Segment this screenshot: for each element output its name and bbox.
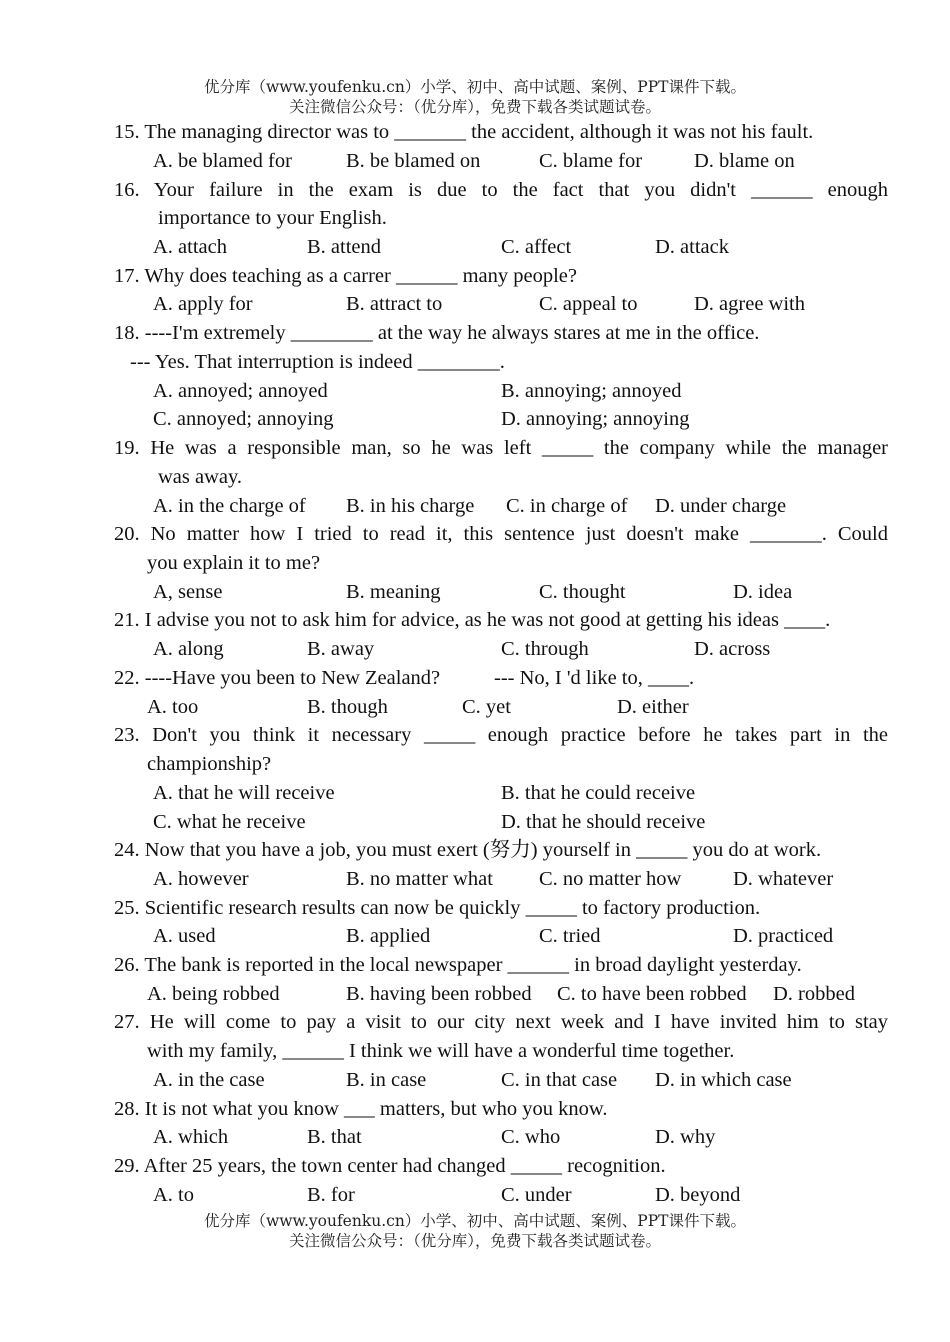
question-29-option-b: B. for [307, 1184, 355, 1206]
question-23-option-b: B. that he could receive [501, 782, 696, 804]
question-28-option-a: A. which [153, 1126, 229, 1148]
question-21-option-d: D. across [694, 638, 771, 660]
question-19-stem-cont: was away. [158, 466, 243, 488]
question-19-option-a: A. in the charge of [153, 495, 306, 517]
page-header [0, 77, 950, 117]
question-18-stem: 18. ----I'm extremely ________ at the way he always stares at me in the office. [114, 322, 760, 344]
question-22-option-c: C. yet [462, 696, 511, 718]
question-22-stem: 22. ----Have you been to New Zealand? [114, 667, 441, 689]
footer-line-2: 关注微信公众号：（优分库），免费下载各类试题试卷。 [288, 1232, 661, 1250]
question-28-stem: 28. It is not what you know ___ matters, but who you know. [114, 1098, 608, 1120]
header-line-2: 关注微信公众号：（优分库），免费下载各类试题试卷。 [288, 98, 661, 116]
question-17-option-d: D. agree with [694, 293, 805, 315]
question-20-option-b: B. meaning [346, 581, 441, 603]
question-23-option-a: A. that he will receive [153, 782, 335, 804]
question-23-option-c: C. what he receive [153, 811, 306, 833]
question-24-option-b: B. no matter what [346, 868, 493, 890]
question-18-option-d: D. annoying; annoying [501, 408, 690, 430]
question-20-stem-cont: you explain it to me? [147, 552, 321, 574]
question-22-reply: --- No, I 'd like to, ____. [494, 667, 695, 689]
question-22-option-d: D. either [617, 696, 689, 718]
question-21-option-b: B. away [307, 638, 375, 660]
question-25-stem: 25. Scientific research results can now be quickly _____ to factory production. [114, 897, 761, 919]
question-17-option-b: B. attract to [346, 293, 443, 315]
question-20-option-a: A, sense [153, 581, 223, 603]
question-24-option-d: D. whatever [733, 868, 834, 890]
question-17-stem: 17. Why does teaching as a carrer ______ many people? [114, 265, 577, 287]
question-19-option-d: D. under charge [655, 495, 787, 517]
question-20-option-c: C. thought [539, 581, 626, 603]
question-19-option-c: C. in charge of [506, 495, 628, 517]
question-29-stem: 29. After 25 years, the town center had changed _____ recognition. [114, 1155, 666, 1177]
question-22-option-a: A. too [147, 696, 199, 718]
question-16-option-a: A. attach [153, 236, 227, 258]
question-26-option-d: D. robbed [773, 983, 855, 1005]
question-25-option-c: C. tried [539, 925, 601, 947]
question-27-option-c: C. in that case [501, 1069, 618, 1091]
question-17-option-c: C. appeal to [539, 293, 638, 315]
question-27-option-b: B. in case [346, 1069, 427, 1091]
question-23-option-d: D. that he should receive [501, 811, 706, 833]
question-18-option-b: B. annoying; annoyed [501, 380, 682, 402]
question-15-option-a: A. be blamed for [153, 150, 292, 172]
question-29-option-d: D. beyond [655, 1184, 741, 1206]
question-15-option-b: B. be blamed on [346, 150, 481, 172]
question-18-option-c: C. annoyed; annoying [153, 408, 334, 430]
question-28-option-b: B. that [307, 1126, 362, 1148]
question-27-stem: 27. He will come to pay a visit to our city next week and I have invited him to stay [114, 1011, 888, 1033]
question-24-stem: 24. Now that you have a job, you must exert (努力) yourself in _____ you do at work. [114, 839, 822, 861]
question-16-option-d: D. attack [655, 236, 729, 258]
page-footer [0, 1211, 950, 1251]
question-16-stem: 16. Your failure in the exam is due to the fact that you didn't ______ enough [114, 179, 888, 201]
question-26-stem: 26. The bank is reported in the local newspaper ______ in broad daylight yesterday. [114, 954, 802, 976]
question-27-option-d: D. in which case [655, 1069, 792, 1091]
question-27-stem-cont: with my family, ______ I think we will have a wonderful time together. [147, 1040, 735, 1062]
question-29-option-c: C. under [501, 1184, 572, 1206]
question-22-option-b: B. though [307, 696, 388, 718]
question-16-stem-cont: importance to your English. [158, 207, 387, 229]
question-15-option-c: C. blame for [539, 150, 643, 172]
question-26-option-a: A. being robbed [147, 983, 280, 1005]
question-20-option-d: D. idea [733, 581, 793, 603]
question-24-option-c: C. no matter how [539, 868, 682, 890]
question-23-stem: 23. Don't you think it necessary _____ enough practice before he takes part in the [114, 724, 888, 746]
question-16-option-c: C. affect [501, 236, 572, 258]
question-28-option-d: D. why [655, 1126, 716, 1148]
question-21-option-c: C. through [501, 638, 589, 660]
question-25-option-d: D. practiced [733, 925, 834, 947]
question-18-reply: --- Yes. That interruption is indeed ________. [130, 351, 505, 373]
question-20-stem: 20. No matter how I tried to read it, this sentence just doesn't make _______. Could [114, 523, 888, 545]
question-16-option-b: B. attend [307, 236, 382, 258]
question-29-option-a: A. to [153, 1184, 194, 1206]
question-21-option-a: A. along [153, 638, 224, 660]
header-line-1: 优分库（www.youfenku.cn）小学、初中、高中试题、案例、PPT课件下载。 [203, 78, 747, 96]
question-26-option-c: C. to have been robbed [557, 983, 747, 1005]
question-15-option-d: D. blame on [694, 150, 795, 172]
question-25-option-b: B. applied [346, 925, 431, 947]
question-26-option-b: B. having been robbed [346, 983, 532, 1005]
question-24-option-a: A. however [153, 868, 249, 890]
question-25-option-a: A. used [153, 925, 216, 947]
question-27-option-a: A. in the case [153, 1069, 265, 1091]
question-15-stem: 15. The managing director was to _______ the accident, although it was not his fault. [114, 121, 814, 143]
question-19-stem: 19. He was a responsible man, so he was left _____ the company while the manager [114, 437, 888, 459]
footer-line-1: 优分库（www.youfenku.cn）小学、初中、高中试题、案例、PPT课件下载。 [203, 1212, 747, 1230]
question-23-stem-cont: championship? [147, 753, 272, 775]
question-21-stem: 21. I advise you not to ask him for advice, as he was not good at getting his ideas ____. [114, 609, 831, 631]
question-17-option-a: A. apply for [153, 293, 253, 315]
question-28-option-c: C. who [501, 1126, 561, 1148]
question-19-option-b: B. in his charge [346, 495, 475, 517]
question-18-option-a: A. annoyed; annoyed [153, 380, 328, 402]
